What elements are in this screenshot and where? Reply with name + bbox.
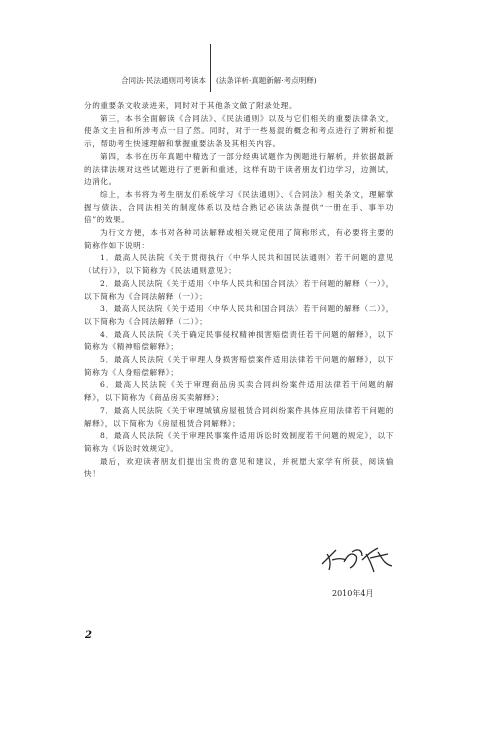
preface-date: 2010年4月 xyxy=(332,589,374,598)
paragraph: 3．最高人民法院《关于适用〈中华人民共和国合同法〉若干问题的解释（二）》，以下简称为《合同法解释（二）》； xyxy=(84,304,394,326)
paragraph: 综上，本书将为考生朋友们系统学习《民法通则》、《合同法》相关条文，理解掌握与债法、合同法相关的制度体系以及结合熟记必读法条提供“一册在手、事半功倍”的效果。 xyxy=(84,189,394,225)
paragraph: 2．最高人民法院《关于适用〈中华人民共和国合同法〉若干问题的解释（一）》，以下简称为《合同法解释（一）》； xyxy=(84,278,394,301)
preface-body xyxy=(84,100,394,481)
header-divider xyxy=(210,44,211,92)
paragraph: 4．最高人民法院《关于确定民事侵权精神损害赔偿责任若干问题的解释》，以下简称为《精神赔偿解释》； xyxy=(84,329,394,352)
running-header-subtitle: (法条详析·真题新解·考点明释) xyxy=(216,76,317,85)
paragraph: 6．最高人民法院《关于审理商品房买卖合同纠纷案件适用法律若干问题的解释》，以下简称为《商品房买卖解释》； xyxy=(84,380,394,403)
paragraph: 第三，本书全面解读《合同法》、《民法通则》以及与它们相关的重要法律条文，使条文主旨和所涉考点一目了然。同时，对于一些易混的概念和考点进行了辨析和提示，帮助考生快速理解和掌握重要法条及其相关内容。 xyxy=(84,113,394,149)
paragraph: 5．最高人民法院《关于审理人身损害赔偿案件适用法律若干问题的解释》，以下简称为《人身赔偿解释》； xyxy=(84,355,394,377)
paragraph: 最后，欢迎读者朋友们提出宝贵的意见和建议，并祝愿大家学有所获，阅读愉快！ xyxy=(84,456,394,479)
paragraph: 8．最高人民法院《关于审理民事案件适用诉讼时效制度若干问题的规定》，以下简称为《诉讼时效规定》。 xyxy=(84,431,394,453)
paragraph: 1．最高人民法院《关于贯彻执行〈中华人民共和国民法通则〉若干问题的意见（试行）》，以下简称为《民法通则意见》； xyxy=(84,253,394,276)
signature-icon xyxy=(318,540,396,576)
paragraph: 分的重要条文收录进来，同时对于其他条文做了附录处理。 xyxy=(84,101,298,110)
paragraph: 为行文方便，本书对各种司法解释或相关规定使用了简称形式，有必要将主要的简称作如下说明： xyxy=(84,228,394,250)
running-header-title: 合同法·民法通则司考读本 xyxy=(121,76,206,85)
paragraph: 7．最高人民法院《关于审理城镇房屋租赁合同纠纷案件具体应用法律若干问题的解释》，以下简称为《房屋租赁合同解释》； xyxy=(84,405,394,428)
paragraph: 第四，本书在历年真题中精选了一部分经典试题作为例题进行解析，并依据最新的法律法规对这些试题进行了更新和重述，这样有助于读者朋友们边学习，边测试，边消化。 xyxy=(84,151,394,187)
page-number: 2 xyxy=(85,630,92,641)
